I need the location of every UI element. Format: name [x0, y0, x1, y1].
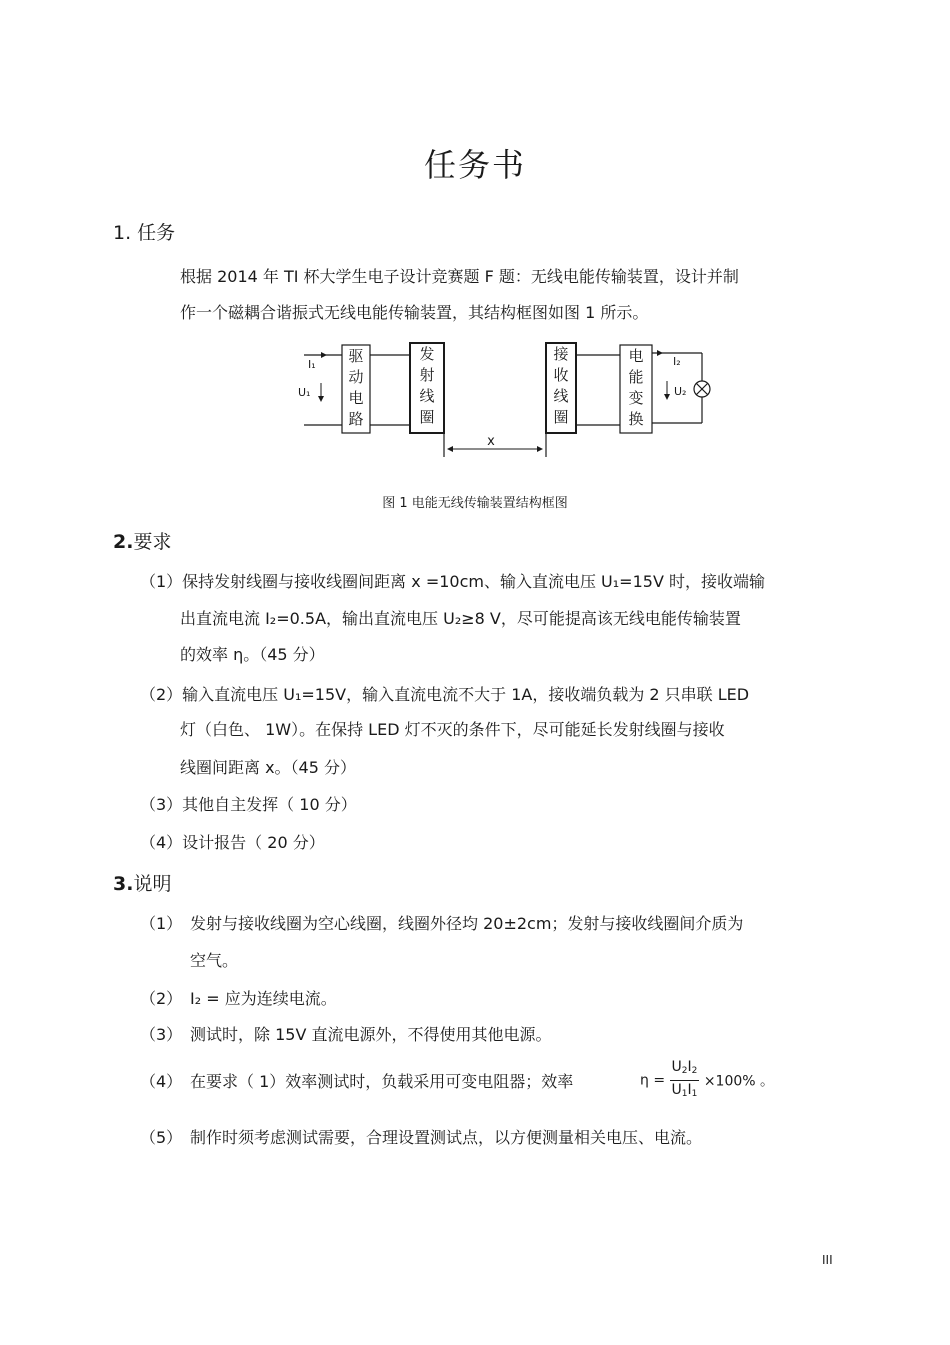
i2-label: I₂: [673, 355, 681, 368]
note-num: （5）: [140, 1128, 183, 1147]
distance-label: x: [487, 434, 495, 449]
section2-heading-text: 要求: [133, 531, 172, 553]
page-number: III: [822, 1253, 833, 1267]
note-text: 发射与接收线圈为空心线圈，线圈外径均 20±2cm；发射与接收线圈间介质为: [190, 914, 744, 933]
formula-numerator: U2I2: [670, 1058, 700, 1081]
transmit-coil-label: 发射线圈: [419, 345, 435, 426]
section2-heading-num: 2.: [113, 531, 134, 553]
req-line: （4）设计报告（ 20 分）: [140, 833, 325, 852]
section1-heading: 1. 任务: [113, 222, 176, 244]
note-text: 空气。: [190, 951, 239, 970]
page-title: 任务书: [423, 146, 526, 184]
power-conversion-label: 电能变换: [628, 347, 644, 428]
receive-coil-label: 接收线圈: [553, 345, 569, 426]
formula-eta: η: [640, 1072, 649, 1089]
req-line: （2）输入直流电压 U₁=15V，输入直流电流不大于 1A，接收端负载为 2 只串联 LED: [140, 685, 750, 704]
section2-heading: [113, 527, 171, 554]
note-text: 在要求（ 1）效率测试时，负载采用可变电阻器；效率: [190, 1072, 574, 1091]
drive-circuit-label: 驱动电路: [348, 347, 364, 428]
efficiency-formula: [640, 1058, 774, 1103]
note-num: （4）: [140, 1072, 183, 1091]
section1-line1: 根据 2014 年 TI 杯大学生电子设计竞赛题 F 题：无线电能传输装置，设计并制: [180, 267, 739, 286]
formula-denominator: U1I1: [671, 1082, 698, 1099]
note-text: I₂ = 应为连续电流。: [190, 989, 337, 1008]
block-diagram: [290, 335, 730, 465]
note-text: 测试时，除 15V 直流电源外，不得使用其他电源。: [190, 1025, 552, 1044]
req-line: 的效率 η。（45 分）: [180, 645, 325, 664]
req-line: （3）其他自主发挥（ 10 分）: [140, 795, 357, 814]
note-num: （3）: [140, 1025, 183, 1044]
u1-label: U₁: [298, 386, 311, 399]
req-line: 线圈间距离 x。（45 分）: [180, 758, 357, 777]
note-text: 制作时须考虑测试需要，合理设置测试点，以方便测量相关电压、电流。: [190, 1128, 703, 1147]
section3-heading-num: 3.: [113, 873, 134, 895]
req-line: 灯（白色、 1W）。在保持 LED 灯不灭的条件下，尽可能延长发射线圈与接收: [180, 720, 725, 739]
note-num: （1）: [140, 914, 183, 933]
u2-label: U₂: [674, 385, 687, 398]
formula-equals: =: [653, 1072, 666, 1089]
section3-heading: [113, 869, 171, 896]
formula-tail: ×100% 。: [703, 1073, 775, 1090]
note-num: （2）: [140, 989, 183, 1008]
req-line: 出直流电流 I₂=0.5A，输出直流电压 U₂≥8 V，尽可能提高该无线电能传输装置: [180, 609, 741, 628]
section3-heading-text: 说明: [133, 873, 172, 895]
formula-fraction: [670, 1058, 700, 1103]
req-line: （1）保持发射线圈与接收线圈间距离 x =10cm、输入直流电压 U₁=15V 时，接收端输: [140, 572, 765, 591]
section1-line2: 作一个磁耦合谐振式无线电能传输装置，其结构框图如图 1 所示。: [180, 303, 649, 322]
figure-caption: 图 1 电能无线传输装置结构框图: [382, 496, 568, 511]
i1-label: I₁: [308, 358, 316, 371]
